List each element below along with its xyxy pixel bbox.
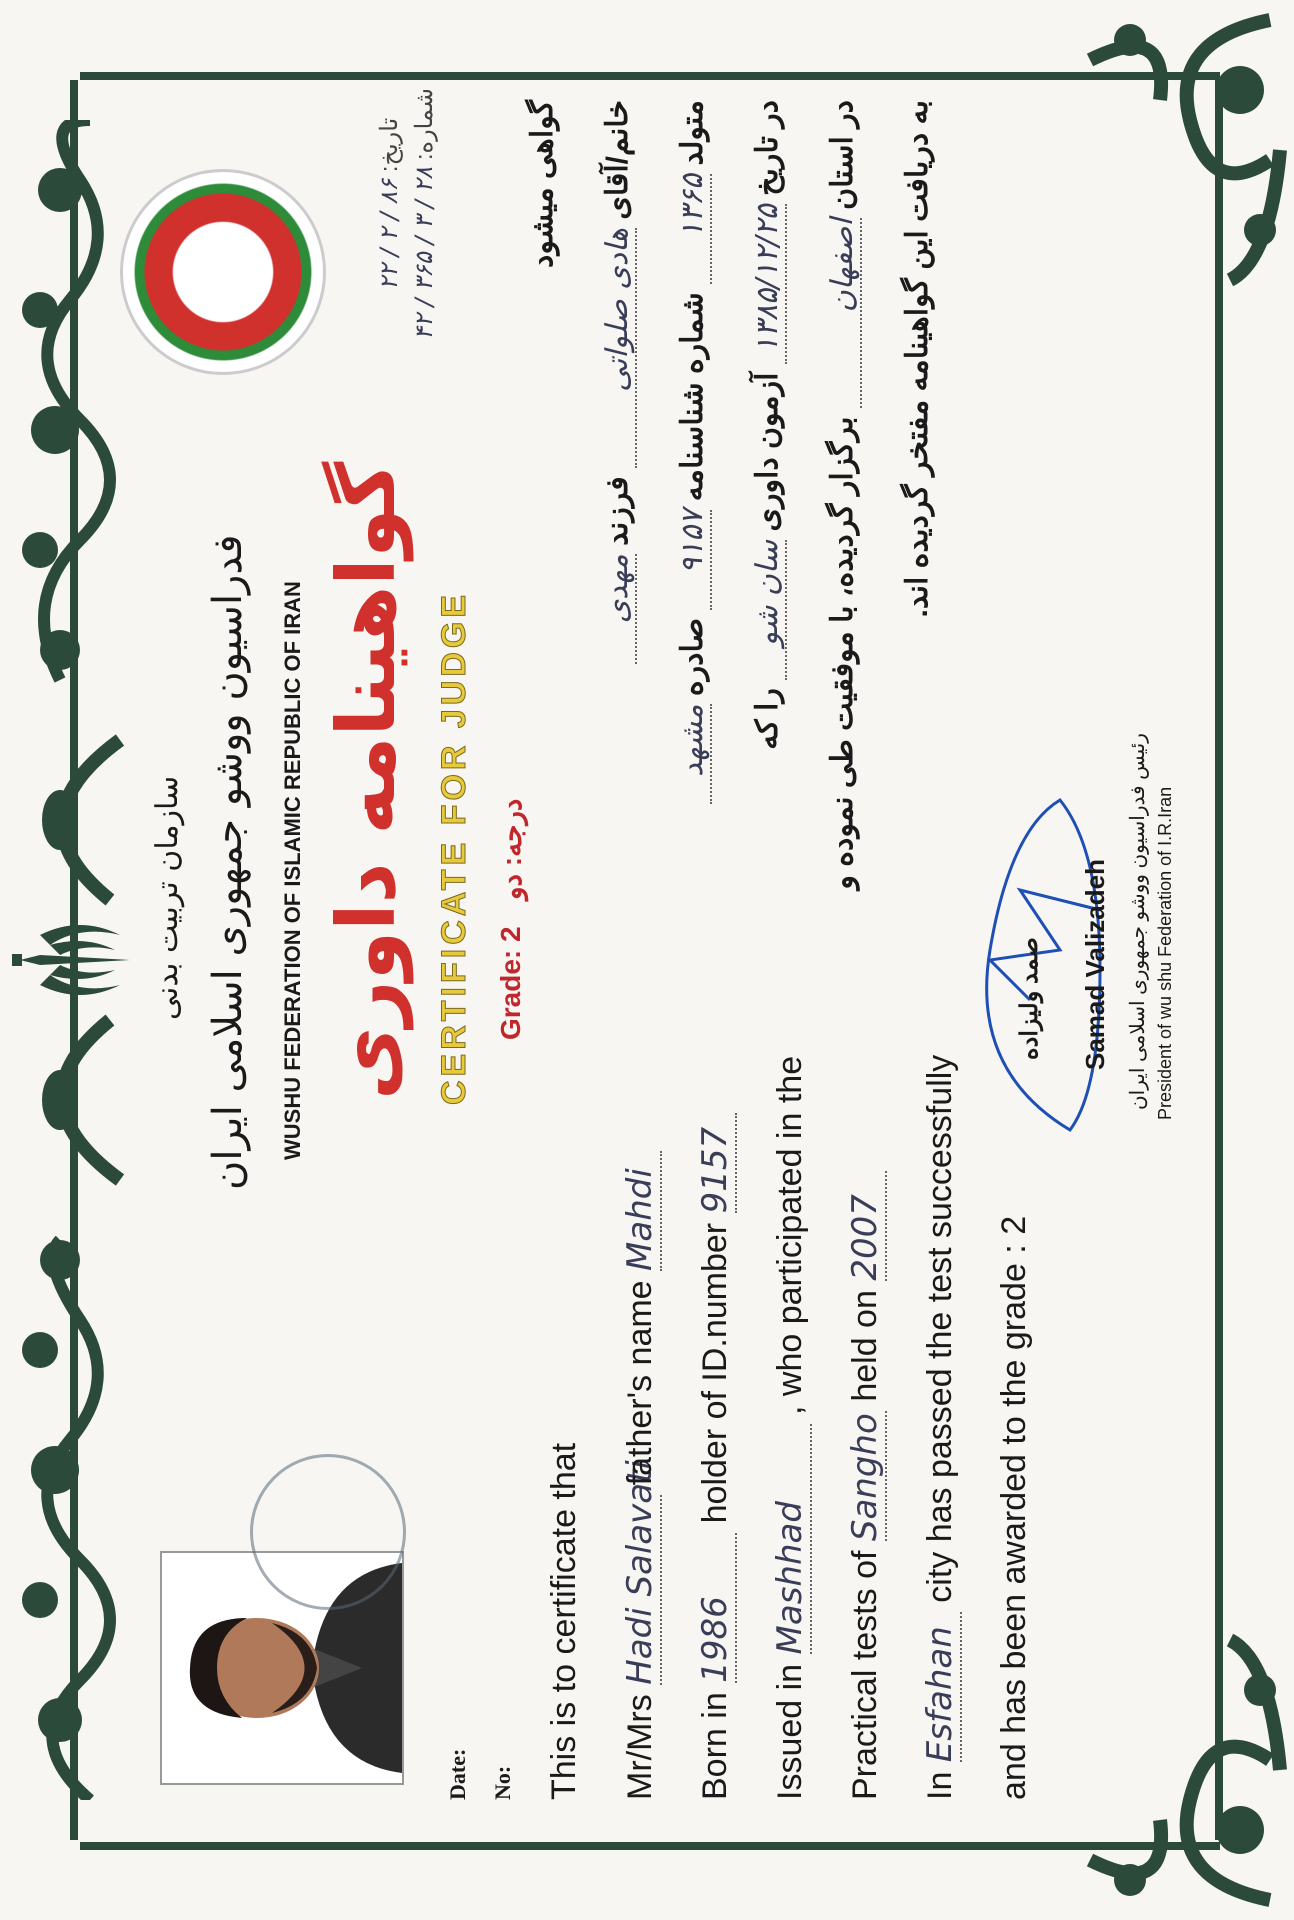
fa-born-label: متولد: [676, 100, 709, 166]
en-test-value: Sangho: [845, 1411, 887, 1541]
org-fa: سازمان تربیت بدنی: [150, 775, 185, 1020]
grade-fa: درجه: دو: [496, 798, 527, 900]
fa-mrmrs-label: خانم/آقای: [601, 100, 634, 220]
signer-title-en: President of wu shu Federation of I.R.Iran: [1155, 786, 1175, 1120]
wushu-stamp-icon: [120, 169, 326, 375]
en-heldon-value: 2007: [845, 1171, 887, 1281]
number-fa-label: شماره:: [411, 88, 438, 161]
fa-date-label: در تاریخ: [751, 100, 784, 196]
en-heldon-label: held on: [846, 1290, 884, 1402]
en-father-value: Mahdi: [620, 1151, 662, 1271]
fa-rake-label: را که: [751, 688, 784, 750]
emblem-icon: [10, 905, 140, 1015]
federation-en: WUSHU FEDERATION OF ISLAMIC REPUBLIC OF IRAN: [280, 581, 305, 1160]
fa-issued-label: صادره: [676, 617, 709, 697]
federation-fa: فدراسیون ووشو جمهوری اسلامی ایران: [205, 534, 251, 1190]
signer-name-fa: صمد ولیزاده: [1016, 937, 1043, 1060]
en-participated-label: , who participated in the: [771, 1055, 809, 1415]
fa-line-3: [675, 100, 712, 804]
signer-title-fa: رئیس فدراسیون ووشو جمهوری اسلامی ایران: [1127, 733, 1149, 1110]
en-in-value: Esfahan: [920, 1612, 962, 1762]
fa-id-label: شماره شناسنامه: [676, 292, 709, 502]
fa-prov-value: اصفهان: [825, 218, 862, 408]
title-fa: گواهینامه داوری: [320, 461, 413, 1100]
signature-icon: [950, 770, 1150, 1150]
en-father-label: father's name: [621, 1280, 659, 1486]
fa-line-5: [825, 100, 862, 890]
en-line-6: [920, 1055, 962, 1800]
fa-father-label: فرزند: [601, 476, 634, 546]
en-line-5: [845, 1171, 887, 1800]
en-born-value: 1986: [695, 1533, 737, 1683]
en-practical-label: Practical tests of: [846, 1550, 884, 1800]
fa-line-2: [600, 100, 637, 664]
fa-test-label: آزمون داوری: [751, 372, 784, 532]
en-line-7: and has been awarded to the grade : 2: [995, 1215, 1033, 1800]
fa-held-label: برگزار گردیده، با موفقیت طی نموده و: [826, 416, 859, 890]
number-label: No:: [490, 1765, 515, 1800]
grade-en: Grade: 2: [495, 926, 526, 1040]
en-issued-value: Mashhad: [770, 1424, 812, 1654]
fa-id-value: ۹۱۵۷: [675, 510, 712, 610]
ornament-corner-br-icon: [1050, 0, 1294, 300]
date-fa-label: تاریخ:: [376, 117, 403, 173]
fa-issued-value: مشهد: [675, 704, 712, 804]
en-line-4: [770, 1056, 812, 1800]
en-line-3: [695, 1113, 737, 1800]
en-mrmrs-label: Mr/Mrs: [621, 1694, 659, 1800]
fa-line-1: گواهی میشود: [526, 100, 559, 269]
en-id-label: holder of ID.number: [696, 1222, 734, 1524]
fa-test-value: سان شو: [750, 540, 787, 680]
number-fa: [410, 88, 439, 340]
en-passed-label: city has passed the test successfully: [921, 1054, 959, 1603]
border-bottom: [1215, 80, 1223, 1840]
ornament-corner-bl-icon: [1050, 1620, 1294, 1920]
border-left: [80, 1842, 1220, 1850]
date-fa-value: ۸۶ / ۲ / ۲۲: [375, 178, 403, 290]
border-right: [80, 72, 1220, 80]
fa-prov-label: در استان: [826, 100, 859, 210]
title-en: CERTIFICATE FOR JUDGE: [435, 590, 473, 1105]
en-issued-label: Issued in: [771, 1663, 809, 1800]
signer-name-en: Samad Valizadeh: [1080, 859, 1110, 1070]
en-line-1: This is to certificate that: [545, 1442, 583, 1800]
number-fa-value: ۲۸ / ۳ / ۳۶۵ / ۴۲: [410, 166, 438, 340]
fa-father-value: مهدی: [600, 554, 637, 664]
en-line-2: [620, 1151, 662, 1800]
fa-name-value: هادی صلواتی: [600, 228, 637, 468]
fa-born-value: ۱۳۶۵: [675, 174, 712, 284]
stamp-left-icon: [250, 1454, 406, 1610]
en-born-label: Born in: [696, 1692, 734, 1800]
fa-line-6: به دریافت این گواهینامه مفتخر گردیده اند.: [901, 100, 934, 618]
en-in-label: In: [921, 1771, 959, 1800]
fa-date-value: ۱۳۸۵/۱۲/۲۵: [750, 204, 787, 364]
en-id-value: 9157: [695, 1113, 737, 1213]
en-name-value: Hadi Salavati: [620, 1460, 660, 1685]
date-label: Date:: [445, 1748, 470, 1800]
date-fa: [375, 118, 404, 290]
fa-line-4: [750, 100, 787, 750]
